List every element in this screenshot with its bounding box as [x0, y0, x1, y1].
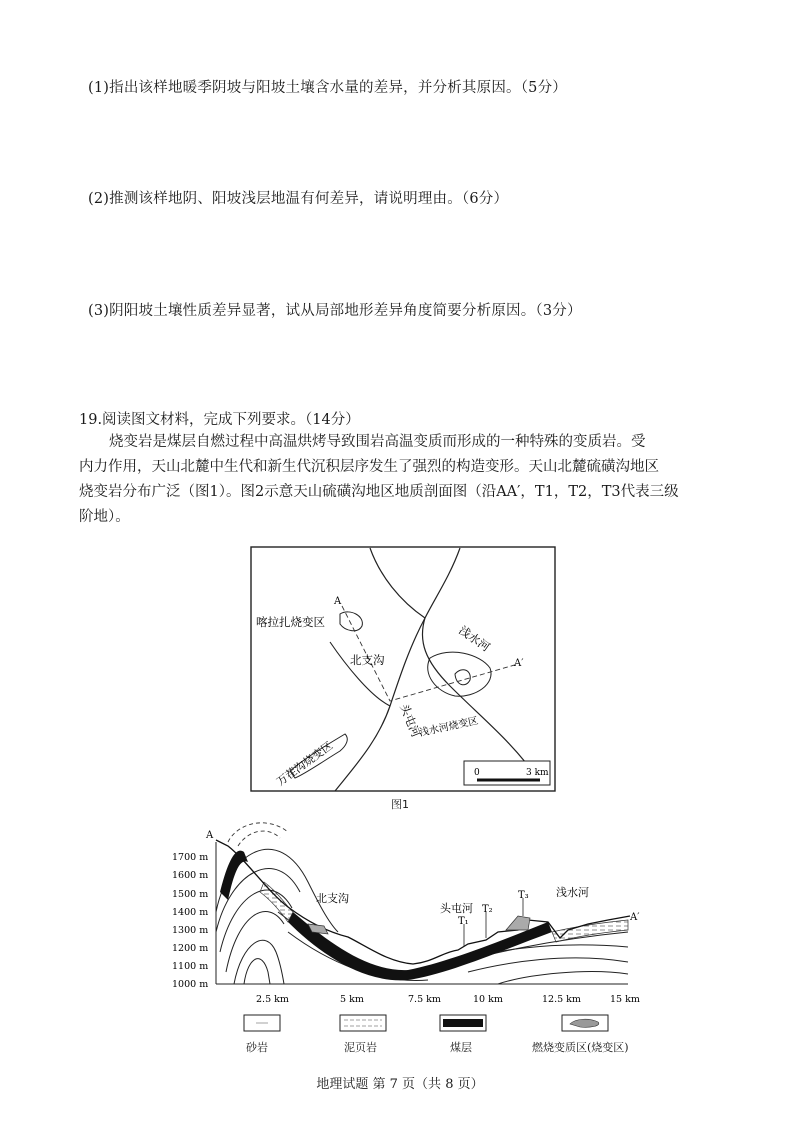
x-tick-label: 12.5 km: [542, 994, 581, 1005]
legend-swatch-mudstone: [340, 1015, 386, 1031]
legend-swatches: [240, 1012, 660, 1034]
legend-label-mudstone: 泥页岩: [344, 1041, 377, 1054]
y-tick-label: 1500 m: [172, 889, 209, 900]
x-tick-labels: [256, 994, 640, 1005]
page-footer: 地理试题 第 7 页（共 8 页）: [316, 1077, 484, 1092]
map-label-a-prime: A′: [514, 658, 524, 669]
map-label-toutunhe: 头屯河: [397, 701, 424, 740]
legend-label-sandstone: 砂岩: [246, 1041, 268, 1054]
legend-label-coal: 煤层: [450, 1041, 472, 1054]
y-tick-label: 1600 m: [172, 870, 209, 881]
section-label-toutunhe: 头屯河: [440, 902, 473, 915]
x-tick-label: 10 km: [473, 994, 503, 1005]
figure-1-caption: 图1: [391, 798, 409, 811]
x-tick-label: 7.5 km: [408, 994, 441, 1005]
y-tick-label: 1200 m: [172, 943, 209, 954]
section-label-t3: T₃: [518, 890, 529, 901]
y-tick-label: 1700 m: [172, 852, 209, 863]
y-tick-label: 1400 m: [172, 907, 209, 918]
map-label-beizhigou: 北支沟: [350, 653, 385, 667]
question-19-material: [79, 430, 719, 530]
figure-1-map: [250, 546, 556, 792]
section-label-t1: T₁: [458, 916, 469, 927]
question-1: (1)指出该样地暖季阴坡与阳坡土壤含水量的差异，并分析其原因。（5分）: [88, 80, 568, 96]
map-label-qianshuihe: 浅水河: [456, 622, 493, 655]
figure-2-cross-section: [168, 812, 648, 1017]
y-tick-label: 1100 m: [172, 961, 209, 972]
x-tick-label: 15 km: [610, 994, 640, 1005]
material-line: 烧变岩分布广泛（图1）。图2示意天山硫磺沟地区地质剖面图（沿AA′，T1，T2，T3代表三级: [79, 484, 679, 500]
map-label-wanzhuangou: 万茬沟烧变区: [274, 739, 336, 789]
section-label-beizhigou: 北支沟: [316, 892, 349, 905]
scale-zero: 0: [474, 768, 480, 778]
burnt-patch: [506, 916, 530, 930]
y-tick-label: 1300 m: [172, 925, 209, 936]
coal-seam-anticline: [220, 851, 248, 900]
section-label-a: A: [206, 830, 214, 841]
map-label-qianshuihe-zone: 浅水河烧变区: [418, 715, 480, 739]
x-tick-label: 2.5 km: [256, 994, 289, 1005]
section-label-t2: T₂: [482, 904, 493, 915]
y-tick-label: 1000 m: [172, 979, 209, 990]
y-tick-labels: [172, 852, 208, 990]
material-line: 阶地）。: [79, 509, 130, 525]
question-3: (3)阴阳坡土壤性质差异显著，试从局部地形差异角度简要分析原因。（3分）: [88, 303, 582, 319]
section-label-qianshuihe: 浅水河: [556, 886, 589, 899]
question-2: (2)推测该样地阴、阳坡浅层地温有何差异，请说明理由。（6分）: [88, 191, 509, 207]
x-tick-label: 5 km: [340, 994, 364, 1005]
question-19-heading: 19.阅读图文材料，完成下列要求。（14分）: [79, 412, 360, 428]
scale-max: 3 km: [526, 768, 549, 778]
map-label-kalazha: 喀拉扎烧变区: [256, 615, 325, 629]
map-label-a: A: [334, 596, 342, 607]
eroded-layers: [228, 823, 288, 846]
material-line: 内力作用，天山北麓中生代和新生代沉积层序发生了强烈的构造变形。天山北麓硫磺沟地区: [79, 459, 659, 475]
section-label-a-prime: A′: [630, 912, 640, 923]
material-line: 烧变岩是煤层自燃过程中高温烘烤导致围岩高温变质而形成的一种特殊的变质岩。受: [109, 434, 646, 450]
figure-2-legend: [240, 1012, 660, 1062]
legend-label-burnt: 燃烧变质区(烧变区): [532, 1041, 629, 1054]
